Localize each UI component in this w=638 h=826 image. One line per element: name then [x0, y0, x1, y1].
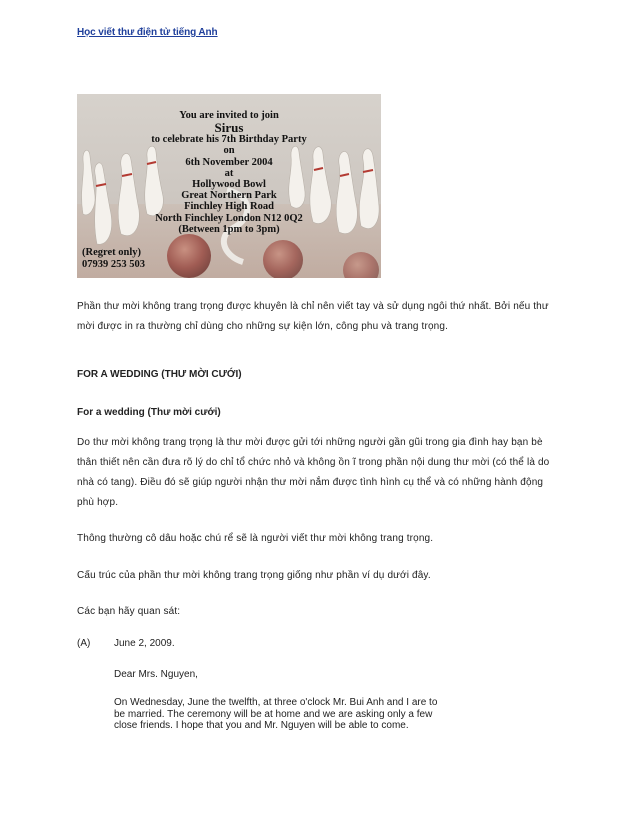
invitation-guest-name: Sirus: [214, 120, 244, 136]
letter-body: [114, 697, 474, 732]
invitation-rsvp: [82, 247, 145, 271]
letter-salutation: Dear Mrs. Nguyen,: [114, 669, 198, 680]
intro-paragraph: [77, 297, 567, 337]
invitation-text-block: [77, 110, 381, 235]
invitation-time: (Between 1pm to 3pm): [178, 223, 280, 235]
letter-date: June 2, 2009.: [114, 638, 175, 649]
letter-line: close friends. I hope that you and Mr. Nguyen will be able to come.: [114, 720, 409, 731]
invitation-address-line: Great Northern Park: [181, 190, 277, 202]
letter-line: On Wednesday, June the twelfth, at three o'clock Mr. Bui Anh and I are to: [114, 697, 438, 708]
paragraph-line: nhà có tang). Điều đó sẽ giúp người nhận thư mời nắm được tình hình cụ thể và có những hành động: [77, 477, 544, 488]
section-heading-upper: FOR A WEDDING (THƯ MỜI CƯỚI): [77, 369, 242, 380]
section-heading-lower: For a wedding (Thư mời cưới): [77, 407, 221, 418]
invitation-line: at: [224, 167, 234, 179]
invitation-phone: 07939 253 503: [82, 259, 145, 270]
structure-paragraph: Cấu trúc của phần thư mời không trang trọng giống như phần ví dụ dưới đây.: [77, 570, 431, 581]
invitation-line: on: [223, 145, 235, 157]
wedding-paragraph: [77, 433, 567, 513]
invitation-line: You are invited to join: [179, 110, 279, 121]
writer-paragraph: Thông thường cô dâu hoặc chú rể sẽ là người viết thư mời không trang trọng.: [77, 533, 434, 544]
invitation-date: 6th November 2004: [185, 156, 273, 168]
invitation-regret: (Regret only): [82, 247, 141, 258]
invitation-venue: Hollywood Bowl: [192, 179, 266, 191]
example-label: (A): [77, 638, 91, 649]
paragraph-line: mời được in ra thường chỉ dùng cho những sự kiện lớn, công phu và trang trọng.: [77, 321, 449, 332]
invitation-address-line: Finchley High Road: [184, 201, 274, 213]
paragraph-line: Do thư mời không trang trọng là thư mời được gửi tới những người gần gũi trong gia đình hay bạn bè: [77, 437, 543, 448]
observe-paragraph: Các bạn hãy quan sát:: [77, 606, 181, 617]
invitation-line: to celebrate his 7th Birthday Party: [151, 134, 307, 146]
invitation-image: [77, 94, 381, 278]
paragraph-line: thân thiết nên cần đưa rõ lý do chỉ tổ chức nhỏ và không ồn ĩ trong phần nội dung thư mời (có thể là do: [77, 457, 550, 468]
paragraph-line: Phần thư mời không trang trọng được khuyên là chỉ nên viết tay và sử dụng ngôi thứ nhất. Bởi nếu thư: [77, 301, 549, 312]
page-title-link[interactable]: Học viết thư điện tử tiếng Anh: [77, 27, 218, 38]
paragraph-line: phù hợp.: [77, 497, 119, 508]
invitation-address-line: North Finchley London N12 0Q2: [155, 212, 303, 224]
letter-line: be married. The ceremony will be at home and we are asking only a few: [114, 708, 433, 720]
